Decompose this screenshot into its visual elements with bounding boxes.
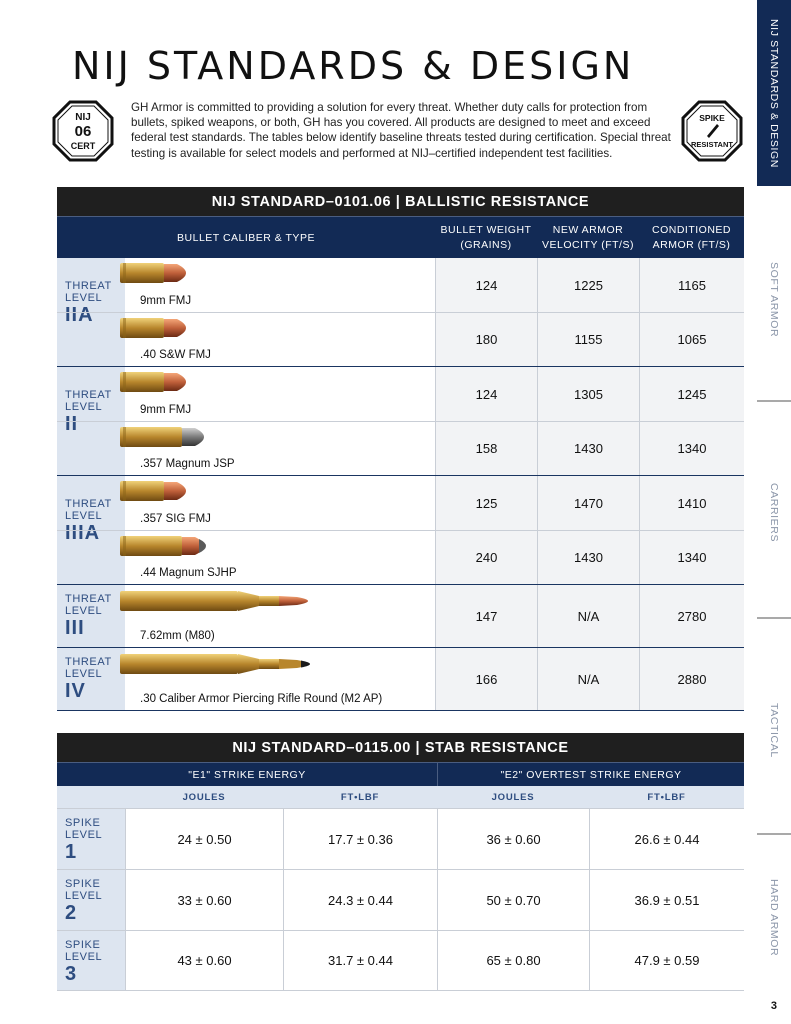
badge-resistant: RESISTANT (691, 140, 733, 149)
header-new-velocity (537, 217, 639, 259)
badge-cert: CERT (70, 141, 96, 151)
level-label: LEVEL (65, 890, 103, 902)
side-tab-text: SOFT ARMOR (768, 262, 780, 338)
new-velocity-value: N/A (537, 585, 639, 647)
new-velocity-value: 1305 (537, 367, 639, 421)
header-e1: "E1" STRIKE ENERGY (188, 769, 306, 781)
side-tab-text: CARRIERS (768, 482, 780, 543)
side-divider (757, 400, 791, 402)
conditioned-value: 1065 (639, 313, 744, 366)
spike-label: SPIKE (65, 939, 101, 951)
stab-value: 24.3 ± 0.44 (283, 870, 437, 930)
side-tab-label (757, 0, 791, 186)
new-velocity-value: 1470 (537, 476, 639, 530)
page-number: 3 (770, 1000, 777, 1012)
header-weight (435, 217, 537, 259)
caliber-name: .357 Magnum JSP (140, 458, 235, 470)
9mm-cartridge-icon (119, 261, 195, 290)
stab-value: 43 ± 0.60 (125, 931, 283, 990)
header-conditioned (639, 217, 744, 259)
level-label: LEVEL (65, 605, 103, 617)
caliber-name: .30 Caliber Armor Piercing Rifle Round (M2 AP) (140, 693, 383, 705)
spike-level-cell (57, 809, 125, 869)
stab-value: 26.6 ± 0.44 (589, 809, 744, 869)
caliber-name: 7.62mm (M80) (140, 630, 215, 642)
stab-value: 36.9 ± 0.51 (589, 870, 744, 930)
ballistic-header-row (57, 216, 744, 258)
weight-value: 166 (435, 648, 537, 710)
new-velocity-value: 1430 (537, 422, 639, 475)
side-tab-hard-armor[interactable] (757, 848, 791, 988)
table-row (57, 258, 744, 312)
new-velocity-value: 1430 (537, 531, 639, 584)
header-conditioned-line2: ARMOR (FT/S) (652, 239, 731, 251)
stab-header-row (57, 762, 744, 786)
stab-table (57, 733, 744, 991)
side-tab-carriers[interactable] (757, 415, 791, 610)
conditioned-value: 1245 (639, 367, 744, 421)
40sw-cartridge-icon (119, 316, 195, 345)
spike-level-cell (57, 931, 125, 990)
level-label: LEVEL (65, 401, 103, 413)
rifle-cartridge-icon (119, 588, 319, 619)
caliber-name: .40 S&W FMJ (140, 349, 211, 361)
conditioned-value: 1340 (639, 531, 744, 584)
level-label: LEVEL (65, 668, 103, 680)
ap-rifle-cartridge-icon (119, 651, 319, 682)
threat-label: THREAT (65, 593, 112, 605)
357-sig-cartridge-icon (119, 479, 195, 508)
level-label: LEVEL (65, 951, 103, 963)
threat-level-group (57, 585, 744, 648)
side-tab-tactical[interactable] (757, 630, 791, 830)
new-velocity-value: 1225 (537, 258, 639, 312)
threat-level-value: IIA (65, 304, 94, 326)
stab-value: 33 ± 0.60 (125, 870, 283, 930)
weight-value: 158 (435, 422, 537, 475)
intro-paragraph: GH Armor is committed to providing a solution for every threat. Whether duty calls for protection from bullets, spiked weapons, or both, GH has you covered. All products are designed to meet and exceed federal test standards. The tables below identify baseline threats tested during certification. Special threat testing is available for select models and performed at NIJ–certified independent test facilities. (131, 101, 671, 160)
side-tab-text: NIJ STANDARDS & DESIGN (768, 18, 780, 168)
spike-level-value: 2 (65, 902, 78, 924)
table-row (57, 648, 744, 710)
stab-value: 17.7 ± 0.36 (283, 809, 437, 869)
threat-level-group (57, 258, 744, 367)
stab-table-title: NIJ STANDARD–0115.00 | STAB RESISTANCE (57, 733, 744, 762)
threat-level-value: II (65, 413, 79, 435)
44-magnum-cartridge-icon (119, 534, 213, 563)
weight-value: 124 (435, 258, 537, 312)
threat-label: THREAT (65, 498, 112, 510)
spike-label: SPIKE (65, 878, 101, 890)
nij-cert-badge (52, 100, 114, 162)
spike-level-value: 3 (65, 963, 78, 985)
badge-06: 06 (74, 123, 92, 140)
side-tab-nij-standards[interactable] (757, 0, 791, 186)
caliber-name: .357 SIG FMJ (140, 513, 211, 525)
badge-nij: NIJ (75, 112, 91, 123)
new-velocity-value: 1155 (537, 313, 639, 366)
threat-label: THREAT (65, 389, 112, 401)
caliber-name: .44 Magnum SJHP (140, 567, 237, 579)
table-row (57, 421, 744, 475)
stab-value: 65 ± 0.80 (437, 931, 589, 990)
table-row (57, 367, 744, 421)
side-tab-text: HARD ARMOR (768, 879, 780, 957)
conditioned-value: 1410 (639, 476, 744, 530)
threat-level-group (57, 648, 744, 711)
badge-spike: SPIKE (699, 113, 725, 123)
threat-level-value: IV (65, 680, 86, 702)
side-tab-soft-armor[interactable] (757, 205, 791, 395)
threat-level-group (57, 367, 744, 476)
spike-level-cell (57, 870, 125, 930)
caliber-name: 9mm FMJ (140, 295, 192, 307)
new-velocity-value: N/A (537, 648, 639, 710)
spike-resistant-badge (681, 100, 743, 162)
weight-value: 240 (435, 531, 537, 584)
table-row (57, 869, 744, 930)
page-title: NIJ STANDARDS & DESIGN (72, 44, 635, 88)
header-new-velocity-line1: NEW ARMOR (552, 224, 624, 236)
table-row (57, 585, 744, 647)
side-tab-text: TACTICAL (768, 702, 780, 758)
table-row (57, 476, 744, 530)
table-row (57, 808, 744, 869)
threat-level-value: III (65, 617, 85, 639)
side-tab-bar (757, 0, 791, 1024)
header-conditioned-line1: CONDITIONED (652, 224, 731, 236)
ballistic-body (57, 258, 744, 711)
spike-level-value: 1 (65, 841, 78, 863)
stab-body (57, 808, 744, 991)
table-row (57, 530, 744, 584)
level-label: LEVEL (65, 510, 103, 522)
weight-value: 125 (435, 476, 537, 530)
subheader-e1-ftlbf: FT•LBF (340, 791, 380, 803)
threat-level-group (57, 476, 744, 585)
subheader-e1-joules: JOULES (182, 791, 226, 803)
weight-value: 147 (435, 585, 537, 647)
side-divider (757, 617, 791, 619)
stab-value: 36 ± 0.60 (437, 809, 589, 869)
weight-value: 180 (435, 313, 537, 366)
header-new-velocity-line2: VELOCITY (FT/S) (542, 239, 634, 251)
spike-label: SPIKE (65, 817, 101, 829)
stab-subheader-row (57, 786, 744, 808)
header-weight-line2: (GRAINS) (460, 239, 512, 251)
threat-label: THREAT (65, 656, 112, 668)
conditioned-value: 1165 (639, 258, 744, 312)
octagon-icon (681, 100, 743, 162)
subheader-e2-ftlbf: FT•LBF (647, 791, 686, 803)
conditioned-value: 1340 (639, 422, 744, 475)
conditioned-value: 2880 (639, 648, 744, 710)
table-row (57, 312, 744, 366)
weight-value: 124 (435, 367, 537, 421)
stab-value: 31.7 ± 0.44 (283, 931, 437, 990)
threat-label: THREAT (65, 280, 112, 292)
ballistic-table (57, 187, 744, 711)
ballistic-table-title: NIJ STANDARD–0101.06 | BALLISTIC RESISTANCE (57, 187, 744, 216)
level-label: LEVEL (65, 829, 103, 841)
caliber-name: 9mm FMJ (140, 404, 192, 416)
357-magnum-cartridge-icon (119, 425, 213, 454)
header-e2: "E2" OVERTEST STRIKE ENERGY (437, 763, 744, 787)
stab-value: 50 ± 0.70 (437, 870, 589, 930)
threat-level-value: IIIA (65, 522, 101, 544)
stab-value: 47.9 ± 0.59 (589, 931, 744, 990)
9mm-cartridge-icon (119, 370, 195, 399)
side-divider (757, 833, 791, 835)
level-label: LEVEL (65, 292, 103, 304)
table-row (57, 930, 744, 991)
header-caliber: BULLET CALIBER & TYPE (177, 231, 315, 244)
subheader-e2-joules: JOULES (491, 791, 535, 803)
stab-value: 24 ± 0.50 (125, 809, 283, 869)
header-weight-line1: BULLET WEIGHT (440, 224, 532, 236)
conditioned-value: 2780 (639, 585, 744, 647)
